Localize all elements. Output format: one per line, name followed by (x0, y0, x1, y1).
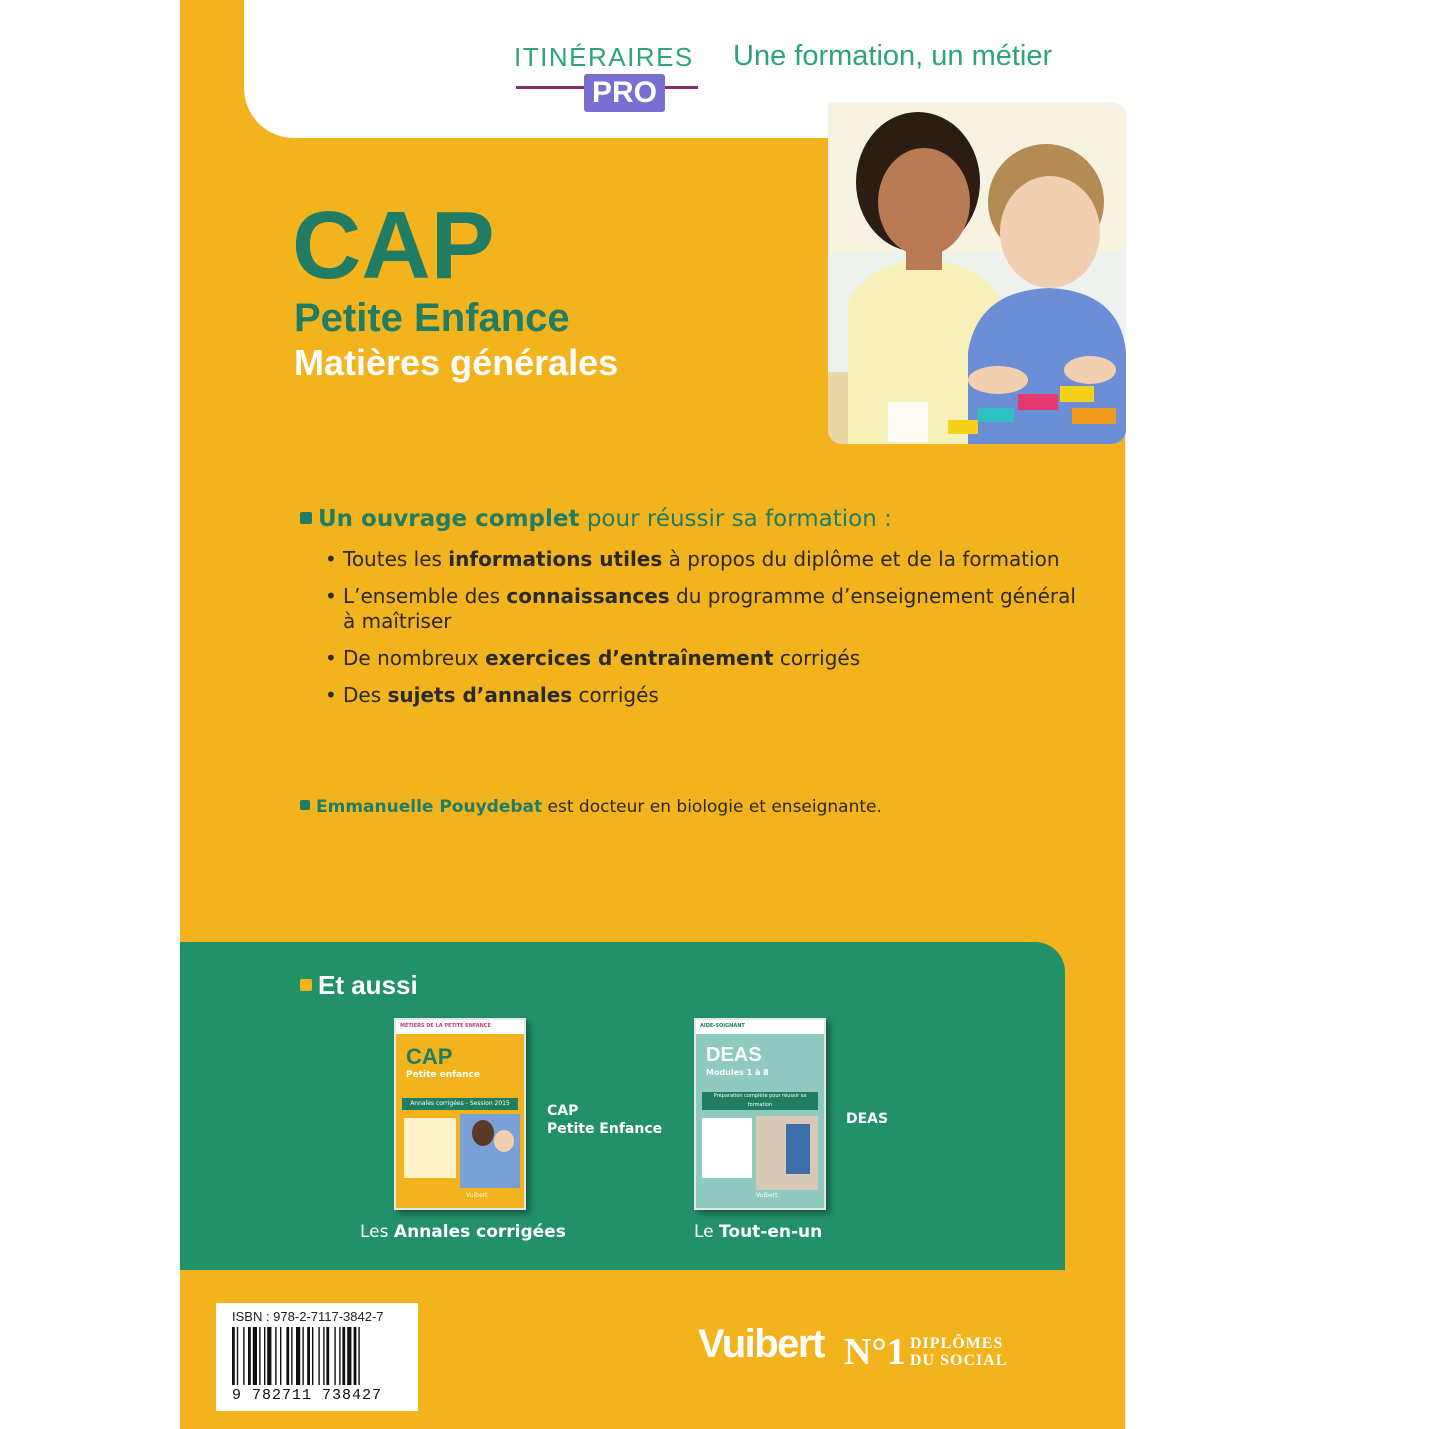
book-subtitle: Petite Enfance (294, 296, 570, 340)
publisher-rank: N°1 (844, 1331, 906, 1373)
series-tagline: Une formation, un métier (733, 40, 1053, 72)
related-books-title: Et aussi (300, 970, 418, 1001)
publisher-slogan: DIPLÔMES DU SOCIAL (910, 1335, 1008, 1369)
series-name: ITINÉRAIRES (514, 42, 694, 72)
square-bullet-icon (300, 512, 312, 524)
isbn-barcode (216, 1303, 418, 1411)
related-book-caption-cap: Les Annales corrigées (360, 1222, 566, 1242)
book-subject: Matières générales (294, 342, 619, 383)
related-book-cover-cap[interactable]: MÉTIERS DE LA PETITE ENFANCE CAP Petite enfance Annales corrigées - Session 2015 Vuibert (394, 1018, 526, 1210)
square-bullet-icon (300, 800, 310, 810)
intro-heading (300, 506, 892, 532)
related-book-label-cap: CAP Petite Enfance (547, 1103, 663, 1137)
author-name: Emmanuelle Pouydebat (316, 797, 543, 817)
intro-lead: Un ouvrage complet (318, 506, 580, 532)
photo-illustration (828, 102, 1126, 444)
list-item: • L’ensemble des connaissances du programme d’enseignement général à maîtriser (325, 584, 1085, 634)
feature-list (325, 547, 1085, 720)
barcode-number: 9 782711 738427 (232, 1387, 383, 1404)
series-logo (514, 42, 704, 120)
barcode-icon (232, 1327, 404, 1385)
book-back-cover (180, 0, 1248, 1429)
related-book-caption-deas: Le Tout-en-un (694, 1222, 823, 1242)
related-book-cover-deas[interactable]: AIDE-SOIGNANT DEAS Modules 1 à 8 Préparation complète pour réussir sa formation Vuibert (694, 1018, 826, 1210)
author-description: est docteur en biologie et enseignante. (542, 797, 882, 817)
isbn-label: ISBN : 978-2-7117-3842-7 (232, 1309, 384, 1324)
list-item: • Toutes les informations utiles à propos du diplôme et de la formation (325, 547, 1085, 572)
intro-rest: pour réussir sa formation : (579, 506, 892, 532)
cover-spine-edge (1125, 0, 1248, 1429)
related-book-label-deas: DEAS (846, 1111, 889, 1127)
square-bullet-icon (300, 979, 312, 991)
list-item: • Des sujets d’annales corrigés (325, 683, 1085, 708)
publisher-logo: Vuibert (698, 1322, 824, 1366)
list-item: • De nombreux exercices d’entraînement corrigés (325, 646, 1085, 671)
book-title: CAP (292, 192, 495, 299)
author-note (300, 797, 882, 817)
series-pro-badge: PRO (584, 74, 665, 112)
cover-photo (828, 102, 1126, 444)
related-books-panel (180, 942, 1065, 1270)
